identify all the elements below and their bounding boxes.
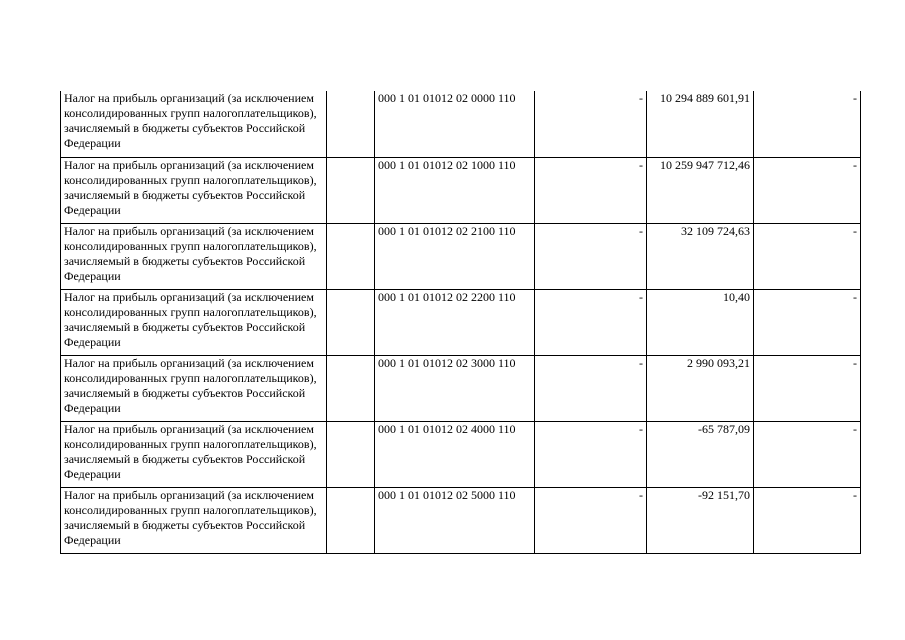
revenue-name-cell: Налог на прибыль организаций (за исключением консолидированных групп налогоплательщиков), зачисляемый в бюджеты субъектов Российской Федерации bbox=[61, 421, 327, 487]
revenue-name-cell: Налог на прибыль организаций (за исключением консолидированных групп налогоплательщиков), зачисляемый в бюджеты субъектов Российской Федерации bbox=[61, 289, 327, 355]
empty-cell bbox=[327, 223, 375, 289]
value-cell: - bbox=[535, 157, 647, 223]
amount-cell: 32 109 724,63 bbox=[647, 223, 754, 289]
value-cell: - bbox=[754, 289, 861, 355]
empty-cell bbox=[327, 487, 375, 553]
value-cell: - bbox=[754, 421, 861, 487]
amount-cell: 10,40 bbox=[647, 289, 754, 355]
value-cell: - bbox=[535, 355, 647, 421]
value-cell: - bbox=[754, 355, 861, 421]
value-cell: - bbox=[535, 223, 647, 289]
revenue-name-cell: Налог на прибыль организаций (за исключением консолидированных групп налогоплательщиков), зачисляемый в бюджеты субъектов Российской Федерации bbox=[61, 157, 327, 223]
value-cell: - bbox=[754, 223, 861, 289]
revenue-name-cell: Налог на прибыль организаций (за исключением консолидированных групп налогоплательщиков), зачисляемый в бюджеты субъектов Российской Федерации bbox=[61, 355, 327, 421]
revenue-name-cell: Налог на прибыль организаций (за исключением консолидированных групп налогоплательщиков), зачисляемый в бюджеты субъектов Российской Федерации bbox=[61, 487, 327, 553]
value-cell: - bbox=[535, 91, 647, 157]
table-row bbox=[61, 487, 861, 553]
budget-code-cell: 000 1 01 01012 02 1000 110 bbox=[375, 157, 535, 223]
revenue-name-cell: Налог на прибыль организаций (за исключением консолидированных групп налогоплательщиков), зачисляемый в бюджеты субъектов Российской Федерации bbox=[61, 223, 327, 289]
value-cell: - bbox=[754, 487, 861, 553]
value-cell: - bbox=[535, 421, 647, 487]
budget-code-cell: 000 1 01 01012 02 4000 110 bbox=[375, 421, 535, 487]
budget-code-cell: 000 1 01 01012 02 3000 110 bbox=[375, 355, 535, 421]
table-row bbox=[61, 355, 861, 421]
empty-cell bbox=[327, 157, 375, 223]
amount-cell: 10 259 947 712,46 bbox=[647, 157, 754, 223]
empty-cell bbox=[327, 91, 375, 157]
table-row bbox=[61, 91, 861, 157]
amount-cell: -65 787,09 bbox=[647, 421, 754, 487]
budget-code-cell: 000 1 01 01012 02 0000 110 bbox=[375, 91, 535, 157]
table-body bbox=[61, 91, 861, 553]
amount-cell: -92 151,70 bbox=[647, 487, 754, 553]
table-row bbox=[61, 421, 861, 487]
budget-code-cell: 000 1 01 01012 02 5000 110 bbox=[375, 487, 535, 553]
table-row bbox=[61, 289, 861, 355]
budget-code-cell: 000 1 01 01012 02 2200 110 bbox=[375, 289, 535, 355]
budget-code-cell: 000 1 01 01012 02 2100 110 bbox=[375, 223, 535, 289]
amount-cell: 2 990 093,21 bbox=[647, 355, 754, 421]
table-row bbox=[61, 223, 861, 289]
budget-revenue-table bbox=[60, 91, 861, 554]
amount-cell: 10 294 889 601,91 bbox=[647, 91, 754, 157]
value-cell: - bbox=[535, 289, 647, 355]
empty-cell bbox=[327, 421, 375, 487]
empty-cell bbox=[327, 355, 375, 421]
value-cell: - bbox=[754, 157, 861, 223]
empty-cell bbox=[327, 289, 375, 355]
value-cell: - bbox=[754, 91, 861, 157]
revenue-name-cell: Налог на прибыль организаций (за исключением консолидированных групп налогоплательщиков), зачисляемый в бюджеты субъектов Российской Федерации bbox=[61, 91, 327, 157]
value-cell: - bbox=[535, 487, 647, 553]
table-row bbox=[61, 157, 861, 223]
